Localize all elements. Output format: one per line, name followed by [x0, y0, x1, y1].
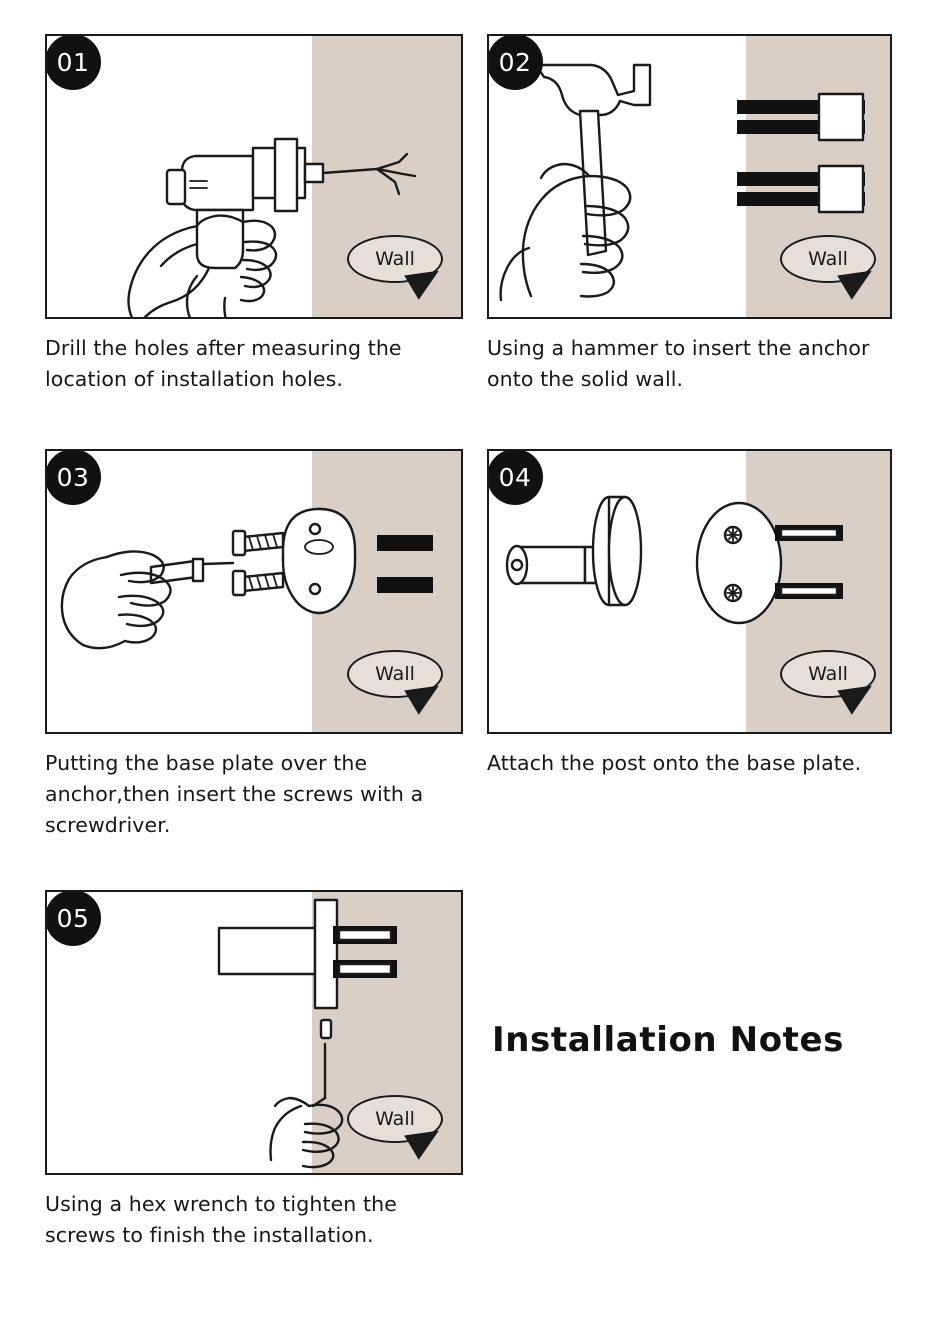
- step-number-badge: 04: [487, 449, 543, 505]
- step-04-panel: [487, 449, 892, 734]
- step-03: [45, 449, 463, 841]
- callout-tail: [405, 1133, 440, 1161]
- step-03-caption: Putting the base plate over the anchor,then insert the screws with a screwdriver.: [45, 751, 424, 838]
- callout-tail: [405, 273, 440, 301]
- step-01: [45, 34, 463, 395]
- wall-callout: [780, 235, 876, 283]
- wall-callout-label: Wall: [347, 650, 443, 698]
- step-05-caption: Using a hex wrench to tighten the screws to finish the installation.: [45, 1192, 397, 1248]
- wall-callout: [780, 650, 876, 698]
- step-number-badge: 05: [45, 890, 101, 946]
- step-02-panel: [487, 34, 892, 319]
- step-05-panel: [45, 890, 463, 1175]
- step-number-badge: 01: [45, 34, 101, 90]
- callout-tail: [838, 273, 873, 301]
- step-01-panel: [45, 34, 463, 319]
- wall-callout: [347, 650, 443, 698]
- callout-tail: [405, 688, 440, 716]
- wall-callout-label: Wall: [780, 650, 876, 698]
- callout-tail: [838, 688, 873, 716]
- step-01-caption: Drill the holes after measuring the location of installation holes.: [45, 336, 402, 392]
- wall-callout-label: Wall: [347, 235, 443, 283]
- page-title: Installation Notes: [492, 1020, 845, 1060]
- wall-callout-label: Wall: [347, 1095, 443, 1143]
- wall-callout: [347, 235, 443, 283]
- step-05: [45, 890, 463, 1251]
- step-04: [487, 449, 892, 779]
- step-02-caption: Using a hammer to insert the anchor onto the solid wall.: [487, 336, 870, 392]
- step-03-panel: [45, 449, 463, 734]
- step-04-caption: Attach the post onto the base plate.: [487, 751, 862, 775]
- step-02: [487, 34, 892, 395]
- step-number-badge: 02: [487, 34, 543, 90]
- wall-callout-label: Wall: [780, 235, 876, 283]
- wall-callout: [347, 1095, 443, 1143]
- step-number-badge: 03: [45, 449, 101, 505]
